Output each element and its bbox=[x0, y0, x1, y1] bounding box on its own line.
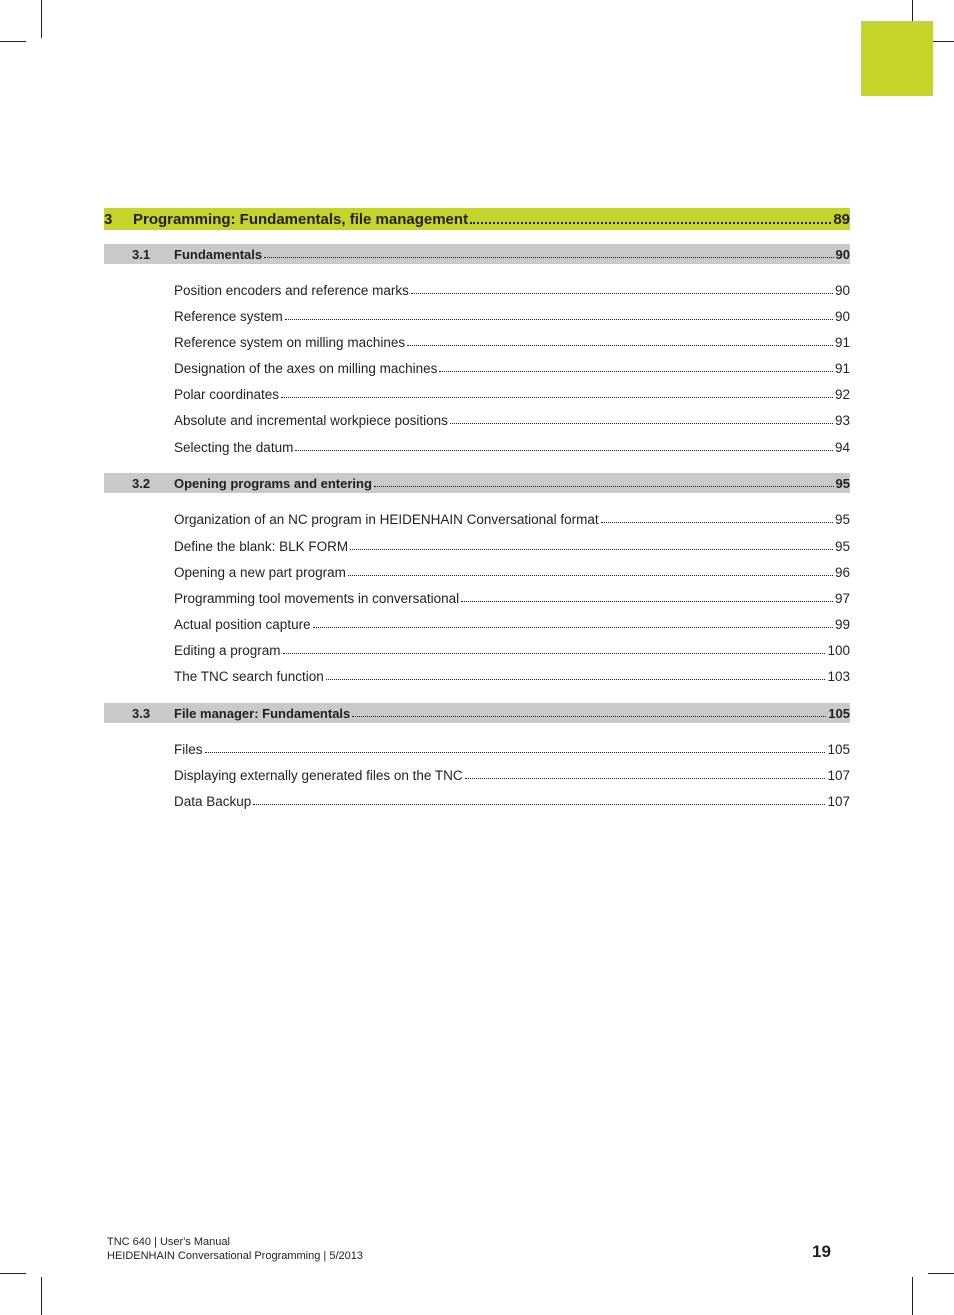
crop-mark bbox=[912, 1277, 913, 1315]
toc-entry[interactable] bbox=[174, 307, 850, 325]
dot-leader bbox=[374, 486, 834, 487]
dot-leader bbox=[281, 397, 833, 398]
entry-page: 97 bbox=[834, 591, 850, 606]
entry-page: 103 bbox=[827, 669, 850, 684]
toc-entry[interactable] bbox=[174, 792, 850, 810]
dot-leader bbox=[407, 345, 833, 346]
entry-title: Data Backup bbox=[174, 794, 252, 809]
dot-leader bbox=[350, 549, 833, 550]
entry-title: Opening a new part program bbox=[174, 565, 346, 580]
toc-entry[interactable] bbox=[174, 740, 850, 758]
section-title: Fundamentals bbox=[174, 247, 263, 262]
entry-page: 96 bbox=[834, 565, 850, 580]
toc-entry[interactable] bbox=[174, 411, 850, 429]
entry-page: 107 bbox=[827, 768, 850, 783]
chapter-tab-marker bbox=[861, 21, 933, 96]
entry-page: 95 bbox=[834, 539, 850, 554]
entry-title: Polar coordinates bbox=[174, 387, 280, 402]
entry-page: 95 bbox=[834, 512, 850, 527]
chapter-number: 3 bbox=[104, 211, 113, 228]
crop-mark bbox=[0, 41, 26, 42]
entry-title: Reference system on milling machines bbox=[174, 335, 406, 350]
toc-entry[interactable] bbox=[174, 766, 850, 784]
toc-entry[interactable] bbox=[174, 563, 850, 581]
toc-entry[interactable] bbox=[174, 537, 850, 555]
footer-subtitle: HEIDENHAIN Conversational Programming | 5/2013 bbox=[107, 1250, 363, 1262]
entry-page: 90 bbox=[834, 309, 850, 324]
entry-page: 99 bbox=[834, 617, 850, 632]
toc-entry[interactable] bbox=[174, 385, 850, 403]
section-page: 95 bbox=[835, 476, 850, 491]
crop-mark bbox=[41, 1277, 42, 1315]
entry-page: 90 bbox=[834, 283, 850, 298]
dot-leader bbox=[264, 257, 833, 258]
entry-title: Designation of the axes on milling machines bbox=[174, 361, 438, 376]
dot-leader bbox=[601, 522, 833, 523]
toc-entry[interactable] bbox=[174, 510, 850, 528]
entry-page: 105 bbox=[827, 742, 850, 757]
section-page: 105 bbox=[828, 706, 850, 721]
dot-leader bbox=[253, 804, 825, 805]
chapter-page: 89 bbox=[833, 211, 850, 228]
entry-title: Position encoders and reference marks bbox=[174, 283, 409, 298]
entry-title: Reference system bbox=[174, 309, 283, 324]
entry-page: 93 bbox=[834, 413, 850, 428]
entry-page: 92 bbox=[834, 387, 850, 402]
dot-leader bbox=[326, 679, 826, 680]
page-number: 19 bbox=[812, 1242, 831, 1261]
toc-section-row[interactable] bbox=[104, 703, 850, 723]
entry-page: 107 bbox=[827, 794, 850, 809]
dot-leader bbox=[313, 627, 833, 628]
entry-title: Absolute and incremental workpiece positions bbox=[174, 413, 448, 428]
crop-mark bbox=[928, 1273, 954, 1274]
entry-title: Define the blank: BLK FORM bbox=[174, 539, 349, 554]
entry-page: 100 bbox=[827, 643, 850, 658]
section-title: Opening programs and entering bbox=[174, 476, 372, 491]
section-page: 90 bbox=[835, 247, 850, 262]
dot-leader bbox=[295, 450, 833, 451]
section-number: 3.2 bbox=[132, 476, 151, 491]
crop-mark bbox=[41, 0, 42, 38]
toc-entry[interactable] bbox=[174, 359, 850, 377]
dot-leader bbox=[470, 222, 831, 224]
toc-chapter-row[interactable] bbox=[104, 208, 850, 230]
toc-entry[interactable] bbox=[174, 281, 850, 299]
entry-title: Selecting the datum bbox=[174, 440, 294, 455]
section-number: 3.3 bbox=[132, 706, 151, 721]
entry-title: Displaying externally generated files on the TNC bbox=[174, 768, 463, 783]
entry-page: 91 bbox=[834, 335, 850, 350]
toc-entry[interactable] bbox=[174, 589, 850, 607]
entry-title: The TNC search function bbox=[174, 669, 324, 684]
dot-leader bbox=[352, 716, 826, 717]
dot-leader bbox=[461, 601, 833, 602]
chapter-title: Programming: Fundamentals, file management bbox=[133, 211, 469, 228]
footer-manual-title: TNC 640 | User's Manual bbox=[107, 1236, 230, 1248]
entry-title: Organization of an NC program in HEIDENHAIN Conversational format bbox=[174, 512, 599, 527]
dot-leader bbox=[283, 653, 826, 654]
toc-entry[interactable] bbox=[174, 333, 850, 351]
dot-leader bbox=[285, 319, 833, 320]
entry-page: 94 bbox=[834, 440, 850, 455]
toc-entry[interactable] bbox=[174, 438, 850, 456]
entry-title: Programming tool movements in conversational bbox=[174, 591, 460, 606]
dot-leader bbox=[205, 752, 826, 753]
entry-title: Files bbox=[174, 742, 203, 757]
toc-entry[interactable] bbox=[174, 667, 850, 685]
dot-leader bbox=[450, 423, 833, 424]
page-footer bbox=[107, 1235, 363, 1263]
section-number: 3.1 bbox=[132, 247, 151, 262]
toc-entry[interactable] bbox=[174, 641, 850, 659]
toc-section-row[interactable] bbox=[104, 473, 850, 493]
dot-leader bbox=[411, 293, 833, 294]
toc-entry[interactable] bbox=[174, 615, 850, 633]
entry-page: 91 bbox=[834, 361, 850, 376]
dot-leader bbox=[465, 778, 826, 779]
crop-mark bbox=[0, 1273, 26, 1274]
section-title: File manager: Fundamentals bbox=[174, 706, 351, 721]
dot-leader bbox=[348, 575, 833, 576]
entry-title: Actual position capture bbox=[174, 617, 311, 632]
toc-section-row[interactable] bbox=[104, 244, 850, 264]
entry-title: Editing a program bbox=[174, 643, 281, 658]
dot-leader bbox=[439, 371, 833, 372]
